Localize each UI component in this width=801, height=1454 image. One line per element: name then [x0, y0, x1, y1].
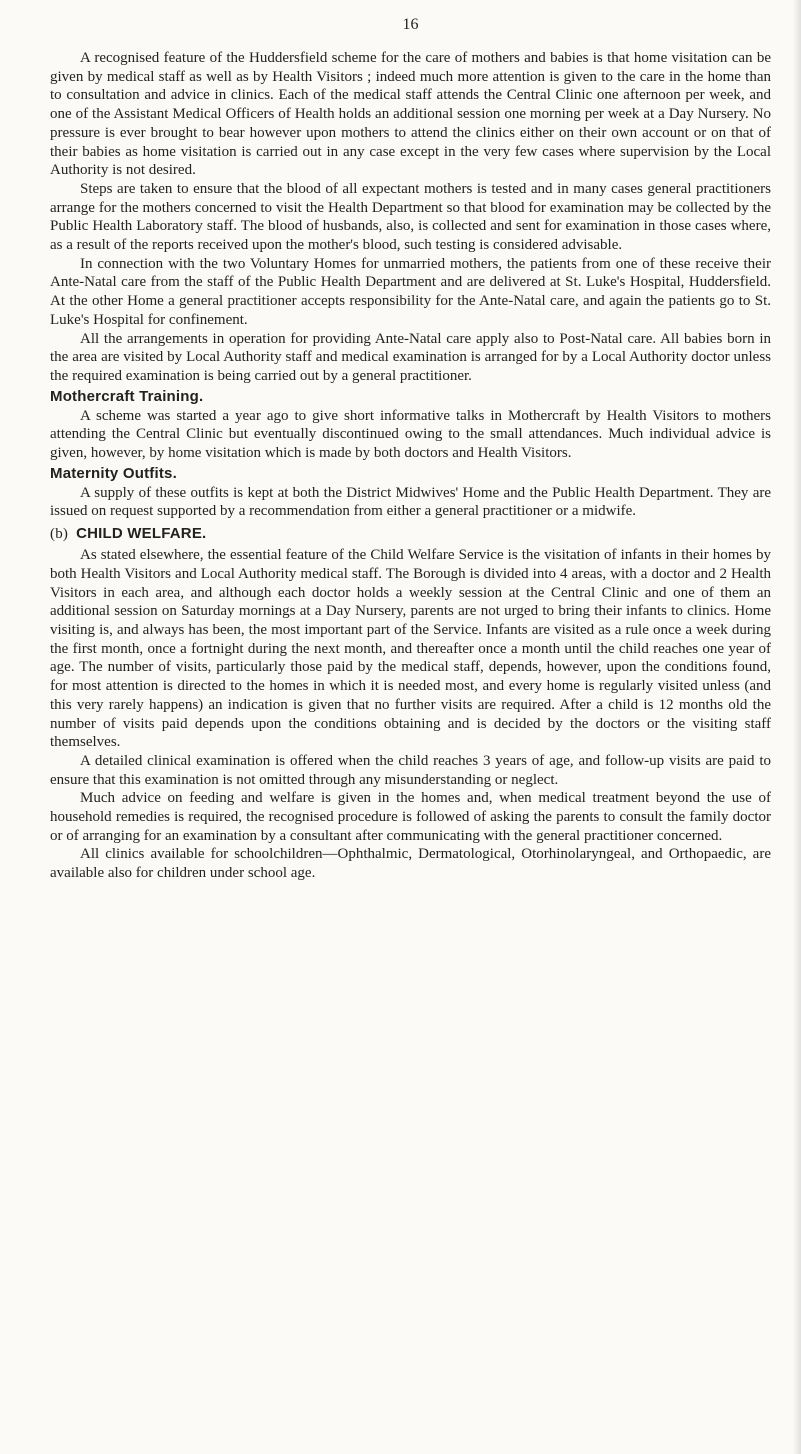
heading-maternity-outfits: Maternity Outfits. — [50, 464, 177, 482]
paragraph-clinics-available: All clinics available for schoolchildren—Ophthalmic, Dermatological, Otorhinolaryngeal, and Orthopaedic, are available also for children under school age. — [50, 846, 771, 882]
paragraph-mothercraft: A scheme was started a year ago to give short informative talks in Mothercraft by Health Visitors to mothers attending the Central Clinic but eventually discontinued owing to the small attendances. Much individual advice is given, however, by home visitation which is made by both doctors and Health Visitors. — [50, 407, 771, 462]
paragraph-feeding-advice: Much advice on feeding and welfare is given in the homes and, when medical treatment beyond the use of household remedies is required, the recognised procedure is followed of asking the parents to consult the family doctor or of arranging for an examination by a consultant after communicating with the general practitioner concerned. — [50, 790, 771, 844]
document-body — [50, 49, 771, 883]
section-title: CHILD WELFARE. — [76, 525, 207, 543]
paragraph-child-welfare-service: As stated elsewhere, the essential feature of the Child Welfare Service is the visitation of infants in their homes by both Health Visitors and Local Authority medical staff. The Borough is divided into 4 areas, with a doctor and 2 Health Visitors in each area, and although each doctor holds a weekly session at the Central Clinic and one of them an additional session on Saturday mornings at a Day Nursery, parents are not urged to bring their infants to clinics. Home visiting is, and always has been, the most important part of the Service. Infants are visited as a rule once a week during the first month, once a fortnight during the next month, and thereafter once a month until the child reaches one year of age. The number of visits, particularly those paid by the medical staff, depends, however, upon the conditions found, for most attention is directed to the homes in which it is needed most, and every home is regularly visited unless (and this very rarely happens) an indication is given that no further visits are required. After a child is 12 months old the number of visits paid depends upon the conditions obtaining and is decided by the doctors or the visiting staff themselves. — [50, 547, 771, 751]
section-label: (b) — [50, 526, 69, 543]
page-edge-shadow — [793, 0, 801, 1454]
paragraph-voluntary-homes: In connection with the two Voluntary Homes for unmarried mothers, the patients from one of these receive their Ante-Natal care from the staff of the Public Health Department and are delivered at St. Luke's Hospital, Huddersfield. At the other Home a general practitioner accepts responsibility for the Ante-Natal care, and again the patients go to St. Luke's Hospital for confinement. — [50, 255, 771, 328]
paragraph-clinical-examination: A detailed clinical examination is offered when the child reaches 3 years of age, and follow-up visits are paid to ensure that this examination is not omitted through any misunderstanding or neglect. — [50, 752, 771, 788]
page-number: 16 — [402, 16, 419, 33]
paragraph-blood-testing: Steps are taken to ensure that the blood of all expectant mothers is tested and in many cases general practitioners arrange for the mothers concerned to visit the Health Department so that blood for examination may be collected by the Public Health Laboratory staff. The blood of husbands, also, is collected and sent for examination in those cases where, as a result of the reports received upon the mother's blood, such testing is considered advisable. — [50, 180, 771, 254]
paragraph-home-visitation: A recognised feature of the Huddersfield scheme for the care of mothers and babies is that home visitation can be given by medical staff as well as by Health Visitors ; indeed much more attention is given to the care in the home than to consultation and advice in clinics. Each of the medical staff attends the Central Clinic one afternoon per week, and one of the Assistant Medical Officers of Health holds an additional session one morning per week at a Day Nursery. No pressure is ever brought to bear however upon mothers to attend the clinics either on their own account or on that of their babies as home visitation is carried out in any case except in the very few cases where supervision by the Local Authority is not desired. — [50, 50, 771, 179]
section-heading-child-welfare — [50, 524, 771, 544]
paragraph-maternity-outfits: A supply of these outfits is kept at both the District Midwives' Home and the Public Health Department. They are issued on request supported by a recommendation from either a general practitioner or a midwife. — [50, 484, 771, 520]
heading-mothercraft-training: Mothercraft Training. — [50, 387, 204, 405]
paragraph-post-natal-care: All the arrangements in operation for providing Ante-Natal care apply also to Post-Natal care. All babies born in the area are visited by Local Authority staff and medical examination is arranged for by a Local Authority doctor unless the required examination is being carried out by a general practitioner. — [50, 330, 771, 384]
